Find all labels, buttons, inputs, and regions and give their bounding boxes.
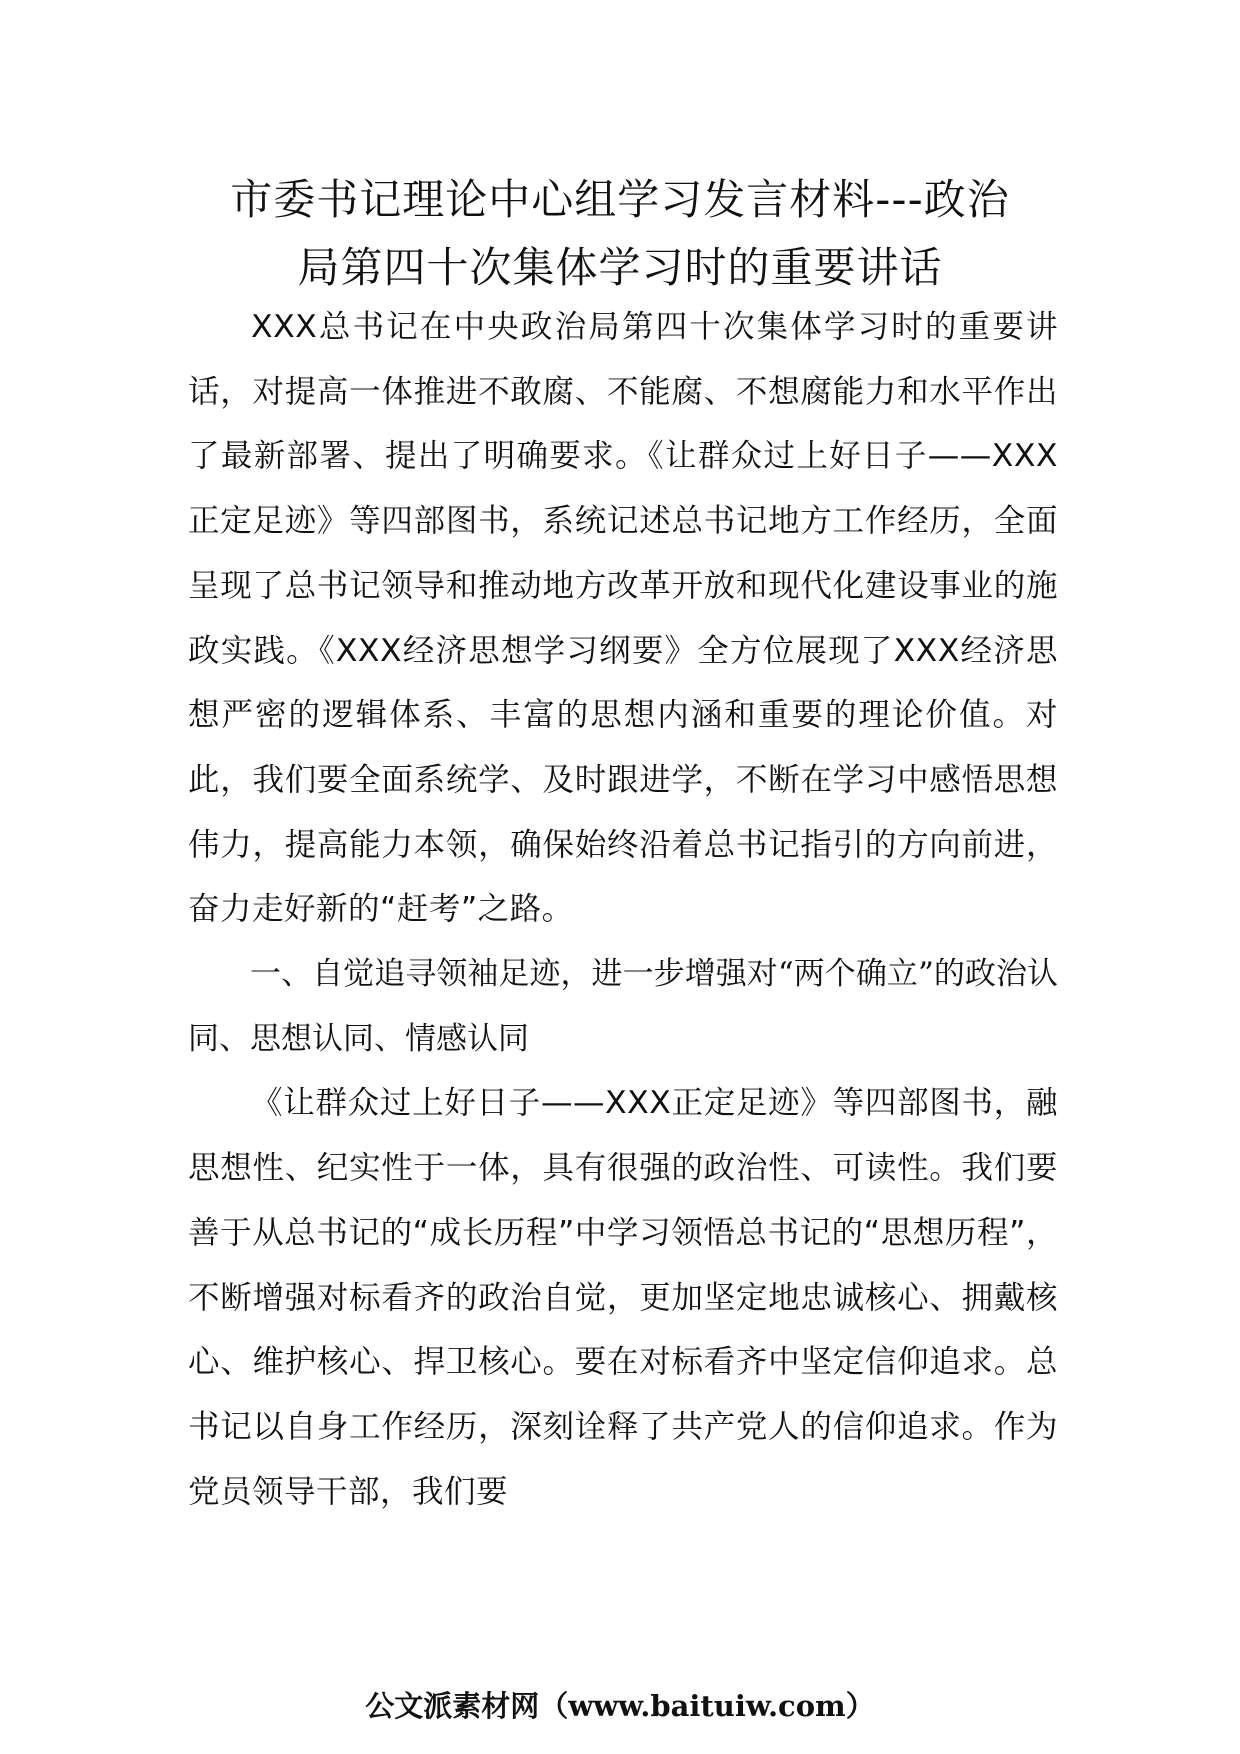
document-title — [175, 166, 1065, 302]
title-line-2: 局第四十次集体学习时的重要讲话 — [297, 243, 943, 292]
footer-watermark: 公文派素材网（www.baituiw.com） — [365, 1689, 875, 1723]
document-body — [188, 295, 1058, 1524]
title-line-1: 市委书记理论中心组学习发言材料---政治 — [230, 175, 1010, 224]
intro-paragraph: XXX总书记在中央政治局第四十次集体学习时的重要讲话，对提高一体推进不敢腐、不能腐、不想腐能力和水平作出了最新部署、提出了明确要求。《让群众过上好日子——XXX正定足迹》等四部图书，系统记述总书记地方工作经历，全面呈现了总书记领导和推动地方改革开放和现代化建设事业的施政实践。《XXX经济思想学习纲要》全方位展现了XXX经济思想严密的逻辑体系、丰富的思想内涵和重要的理论价值。对此，我们要全面系统学、及时跟进学，不断在学习中感悟思想伟力，提高能力本领，确保始终沿着总书记指引的方向前进，奋力走好新的“赶考”之路。 — [188, 309, 1058, 928]
section-1-paragraph: 《让群众过上好日子——XXX正定足迹》等四部图书，融思想性、纪实性于一体，具有很强的政治性、可读性。我们要善于从总书记的“成长历程”中学习领悟总书记的“思想历程”，不断增强对标看齐的政治自觉，更加坚定地忠诚核心、拥戴核心、维护核心、捍卫核心。要在对标看齐中坚定信仰追求。总书记以自身工作经历，深刻诠释了共产党人的信仰追求。作为党员领导干部，我们要 — [188, 1085, 1058, 1510]
section-heading-1: 一、自觉追寻领袖足迹，进一步增强对“两个确立”的政治认同、思想认同、情感认同 — [188, 956, 1058, 1057]
